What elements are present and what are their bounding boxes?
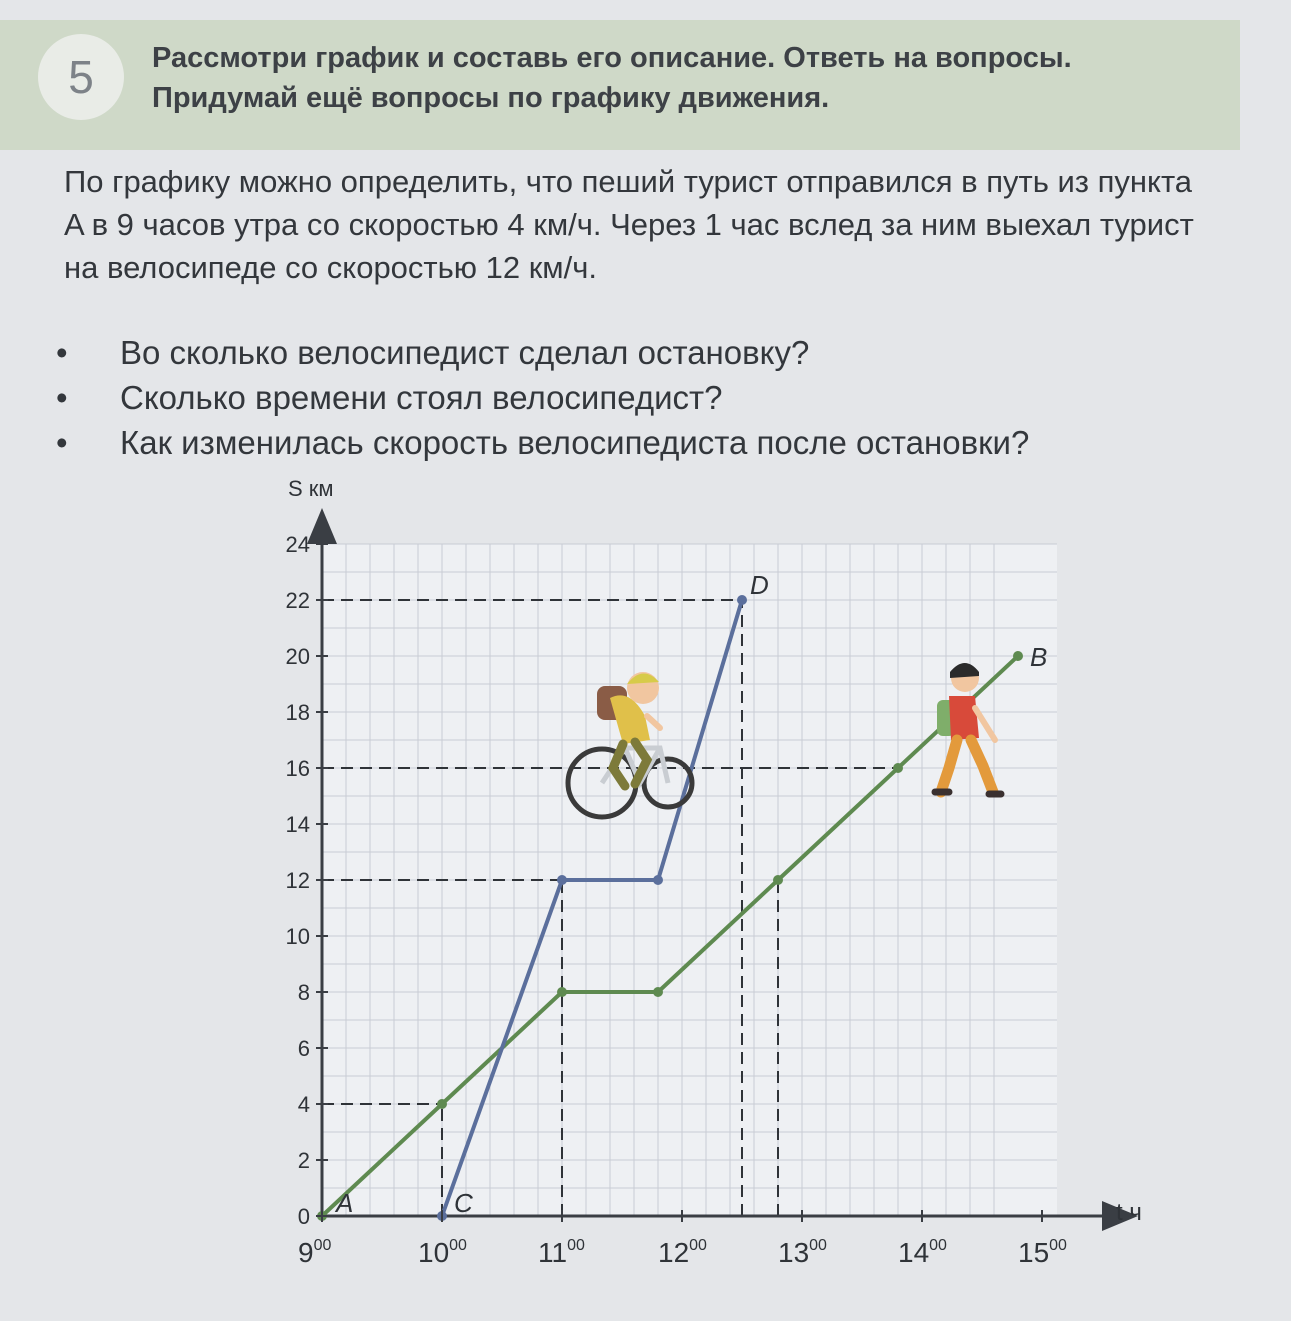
y-tick-label: 24 xyxy=(285,532,310,557)
series-point xyxy=(893,763,903,773)
task-number-badge: 5 xyxy=(38,34,124,120)
y-tick-label: 8 xyxy=(297,980,310,1005)
y-tick-label: 4 xyxy=(297,1092,310,1117)
y-tick-label: 14 xyxy=(285,812,310,837)
series-point xyxy=(653,987,663,997)
task-description: По графику можно определить, что пеший турист отправился в путь из пункта A в 9 часов утра со скоростью 4 км/ч. Через 1 час вслед за ним выехал турист на велосипеде со скоростью 12 км/ч. xyxy=(64,164,1194,285)
task-title: Рассмотри график и составь его описание. Ответь на вопросы. Придумай ещё вопросы по графику движения. xyxy=(152,42,1072,114)
series-point xyxy=(737,595,747,605)
point-label: B xyxy=(1030,642,1048,672)
y-tick-label: 16 xyxy=(285,756,310,781)
y-tick-label: 2 xyxy=(297,1148,310,1173)
question-item: • Сколько времени стоял велосипедист? xyxy=(56,375,1246,420)
series-point xyxy=(773,875,783,885)
series-point xyxy=(557,875,567,885)
y-tick-label: 0 xyxy=(297,1204,310,1229)
y-axis-label: S км xyxy=(288,476,334,501)
question-item: • Как изменилась скорость велосипедиста после остановки? xyxy=(56,420,1246,465)
x-tick-label: $9^{00}$ xyxy=(298,1237,332,1268)
x-tick-label: $15^{00}$ xyxy=(1018,1237,1067,1268)
x-tick-labels xyxy=(298,1210,1067,1268)
series-point xyxy=(437,1099,447,1109)
question-item: • Во сколько велосипедист сделал остановку? xyxy=(56,330,1246,375)
x-tick-label: $14^{00}$ xyxy=(898,1237,947,1268)
y-tick-label: 18 xyxy=(285,700,310,725)
y-tick-label: 10 xyxy=(285,924,310,949)
point-label: C xyxy=(454,1188,473,1218)
x-tick-label: $12^{00}$ xyxy=(658,1237,707,1268)
y-tick-label: 20 xyxy=(285,644,310,669)
series-point xyxy=(653,875,663,885)
y-tick-label: 22 xyxy=(285,588,310,613)
x-tick-label: $10^{00}$ xyxy=(418,1237,467,1268)
x-tick-label: $11^{00}$ xyxy=(538,1237,585,1268)
y-tick-label: 12 xyxy=(285,868,310,893)
series-point xyxy=(1013,651,1023,661)
x-axis-label: t ч xyxy=(1116,1199,1142,1226)
point-label: D xyxy=(750,570,769,600)
point-label: A xyxy=(336,1188,354,1218)
y-tick-label: 6 xyxy=(297,1036,310,1061)
x-tick-label: $13^{00}$ xyxy=(778,1237,827,1268)
series-point xyxy=(557,987,567,997)
